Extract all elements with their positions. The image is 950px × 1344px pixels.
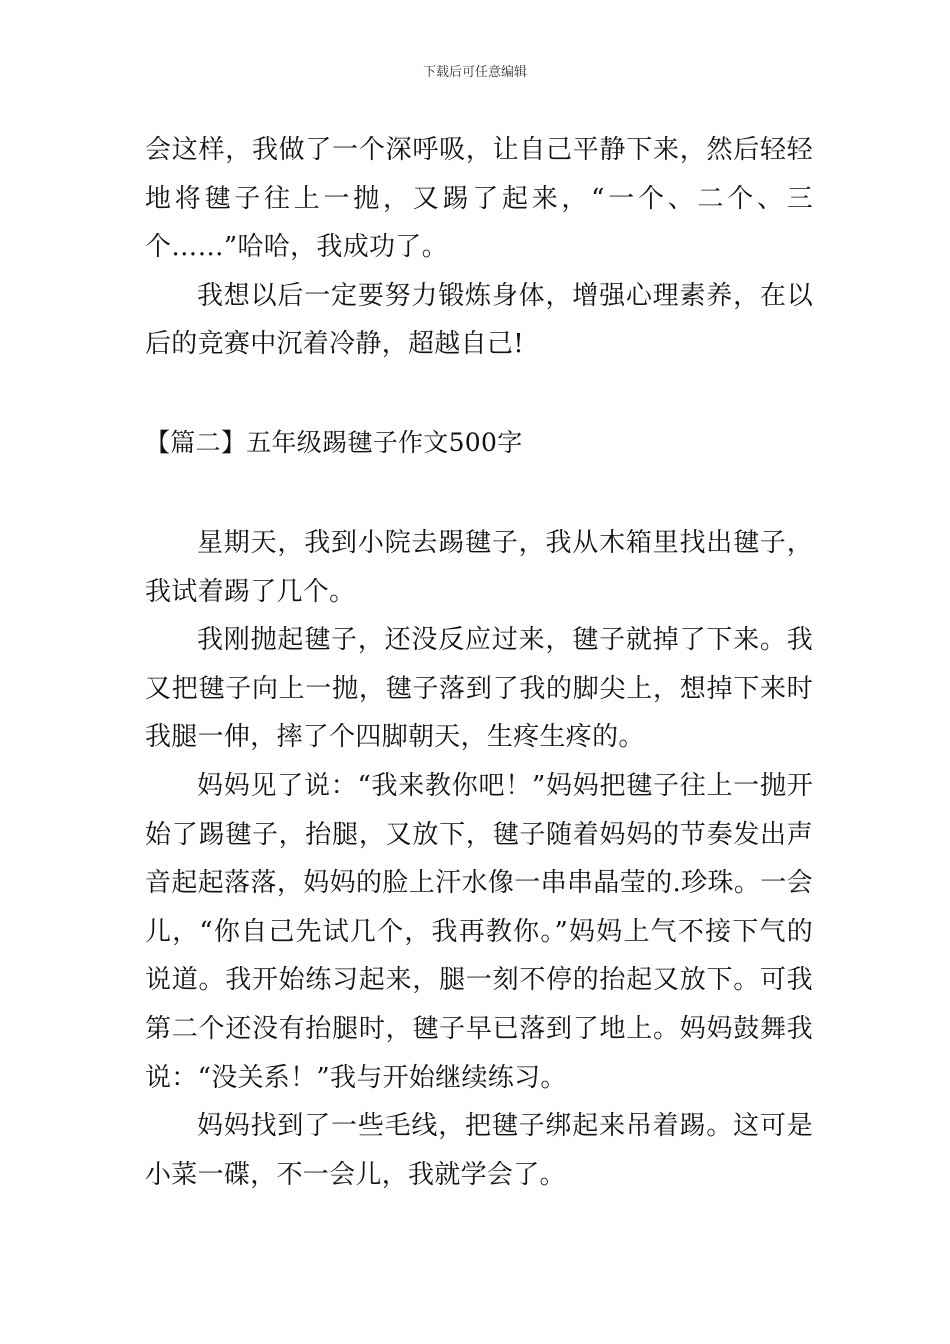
paragraph-2: 我刚抛起毽子，还没反应过来，毽子就掉了下来。我又把毽子向上一抛，毽子落到了我的脚尖上，想掉下来时我腿一伸，摔了个四脚朝天，生疼生疼的。 (145, 625, 813, 753)
paragraph-4: 妈妈找到了一些毛线，把毽子绑起来吊着踢。这可是小菜一碟，不一会儿，我就学会了。 (145, 1111, 813, 1190)
page-header-note: 下载后可任意编辑 (422, 65, 527, 80)
paragraph-conclusion: 我想以后一定要努力锻炼身体，增强心理素养，在以后的竞赛中沉着冷静，超越自己! (145, 280, 813, 360)
document-body (145, 126, 813, 1199)
paragraph-1: 星期天，我到小院去踢毽子，我从木箱里找出毽子，我试着踢了几个。 (145, 527, 813, 607)
paragraph-3: 妈妈见了说：“我来教你吧！”妈妈把毽子往上一抛开始了踢毽子，抬腿，又放下，毽子随着妈妈的节奏发出声音起起落落，妈妈的脸上汗水像一串串晶莹的.珍珠。一会儿，“你自己先试几个，我再教你。”妈妈上气不接下气的说道。我开始练习起来，腿一刻不停的抬起又放下。可我第二个还没有抬腿时，毽子早已落到了地上。妈妈鼓舞我说：“没关系！”我与开始继续练习。 (145, 770, 813, 1093)
section-title: 【篇二】五年级踢毽子作文500字 (145, 427, 523, 457)
paragraph-continuation: 会这样，我做了一个深呼吸，让自己平静下来，然后轻轻地将毽子往上一抛，又踢了起来，“一个、二个、三个……”哈哈，我成功了。 (145, 135, 813, 263)
